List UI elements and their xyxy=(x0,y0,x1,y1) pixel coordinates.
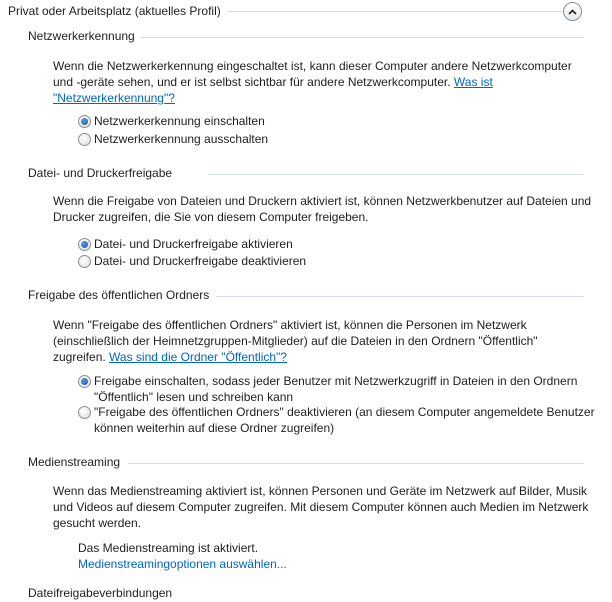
radio-public-folder-sharing-on[interactable] xyxy=(78,373,598,405)
section-divider xyxy=(128,463,584,464)
profile-header xyxy=(0,0,600,22)
network-discovery-description-text: Wenn die Netzwerkerkennung eingeschaltet ist, kann dieser Computer andere Netzwerkcomputer und -geräte sehen, und er ist selbst sichtbar für andere Netzwerkcomputer. xyxy=(53,59,572,89)
radio-button[interactable] xyxy=(78,255,91,268)
section-divider xyxy=(216,296,584,297)
radio-label: Freigabe einschalten, sodass jeder Benutzer mit Netzwerkzugriff in Dateien in den Ordnern "Öffentlich" lesen und schreiben kann xyxy=(94,374,578,404)
profile-title: Privat oder Arbeitsplatz (aktuelles Profil) xyxy=(8,4,221,18)
radio-button[interactable] xyxy=(78,406,91,419)
section-divider xyxy=(208,174,584,175)
profile-divider xyxy=(227,11,563,12)
radio-file-printer-sharing-off[interactable] xyxy=(78,253,598,269)
section-title-file-printer-sharing: Datei- und Druckerfreigabe xyxy=(28,166,173,180)
section-header-public-folder-sharing xyxy=(28,288,584,304)
media-streaming-status: Das Medienstreaming ist aktiviert. xyxy=(78,541,259,555)
media-streaming-options-link[interactable]: Medienstreamingoptionen auswählen... xyxy=(78,557,287,571)
public-folder-sharing-description xyxy=(53,317,593,365)
section-header-file-sharing-connections xyxy=(28,586,584,602)
chevron-up-icon xyxy=(568,9,577,15)
radio-button[interactable] xyxy=(78,133,91,146)
radio-label: Netzwerkerkennung ausschalten xyxy=(94,132,269,146)
radio-button-checked[interactable] xyxy=(78,238,91,251)
radio-label: Datei- und Druckerfreigabe deaktivieren xyxy=(94,254,307,268)
section-title-network-discovery: Netzwerkerkennung xyxy=(28,29,135,43)
section-header-media-streaming xyxy=(28,455,584,471)
file-printer-sharing-description: Wenn die Freigabe von Dateien und Druckern aktiviert ist, können Netzwerkbenutzer auf Dateien und Drucker zugreifen, die Sie von diesem Computer freigeben. xyxy=(53,194,592,224)
network-discovery-description xyxy=(53,58,593,106)
radio-label: "Freigabe des öffentlichen Ordners" deaktivieren (an diesem Computer angemeldete Benutzer können weiterhin auf diese Ordner zugreifen) xyxy=(94,405,595,435)
section-title-media-streaming: Medienstreaming xyxy=(28,455,121,469)
radio-label: Datei- und Druckerfreigabe aktivieren xyxy=(94,237,293,251)
public-folder-help-link[interactable]: Was sind die Ordner "Öffentlich"? xyxy=(109,350,287,364)
media-streaming-options-link-wrapper xyxy=(78,556,287,572)
radio-button-checked[interactable] xyxy=(78,115,91,128)
radio-network-discovery-off[interactable] xyxy=(78,131,598,147)
section-title-public-folder-sharing: Freigabe des öffentlichen Ordners xyxy=(28,288,210,302)
public-folder-sharing-description-text: Wenn "Freigabe des öffentlichen Ordners" aktiviert ist, können die Personen im Netzwerk (einschließlich der Heimnetzgruppen-Mitglieder) auf die Dateien in den Ordnern "Öffentlich" zugreifen. xyxy=(53,318,538,364)
section-header-file-printer-sharing xyxy=(28,166,584,182)
radio-public-folder-sharing-off[interactable] xyxy=(78,404,598,436)
radio-network-discovery-on[interactable] xyxy=(78,113,598,129)
section-title-file-sharing-connections: Dateifreigabeverbindungen xyxy=(28,586,173,600)
radio-button-checked[interactable] xyxy=(78,375,91,388)
section-divider xyxy=(140,37,584,38)
media-streaming-description: Wenn das Medienstreaming aktiviert ist, können Personen und Geräte im Netzwerk auf Bilder, Musik und Videos auf diesem Computer zugreifen. Mit diesem Computer können auch Medien im Netzwerk gesucht werden. xyxy=(53,484,589,530)
radio-label: Netzwerkerkennung einschalten xyxy=(94,114,265,128)
radio-file-printer-sharing-on[interactable] xyxy=(78,236,598,252)
network-discovery-help-link[interactable]: Was ist "Netzwerkerkennung"? xyxy=(53,75,493,105)
collapse-profile-button[interactable] xyxy=(563,2,582,21)
section-header-network-discovery xyxy=(28,29,584,45)
